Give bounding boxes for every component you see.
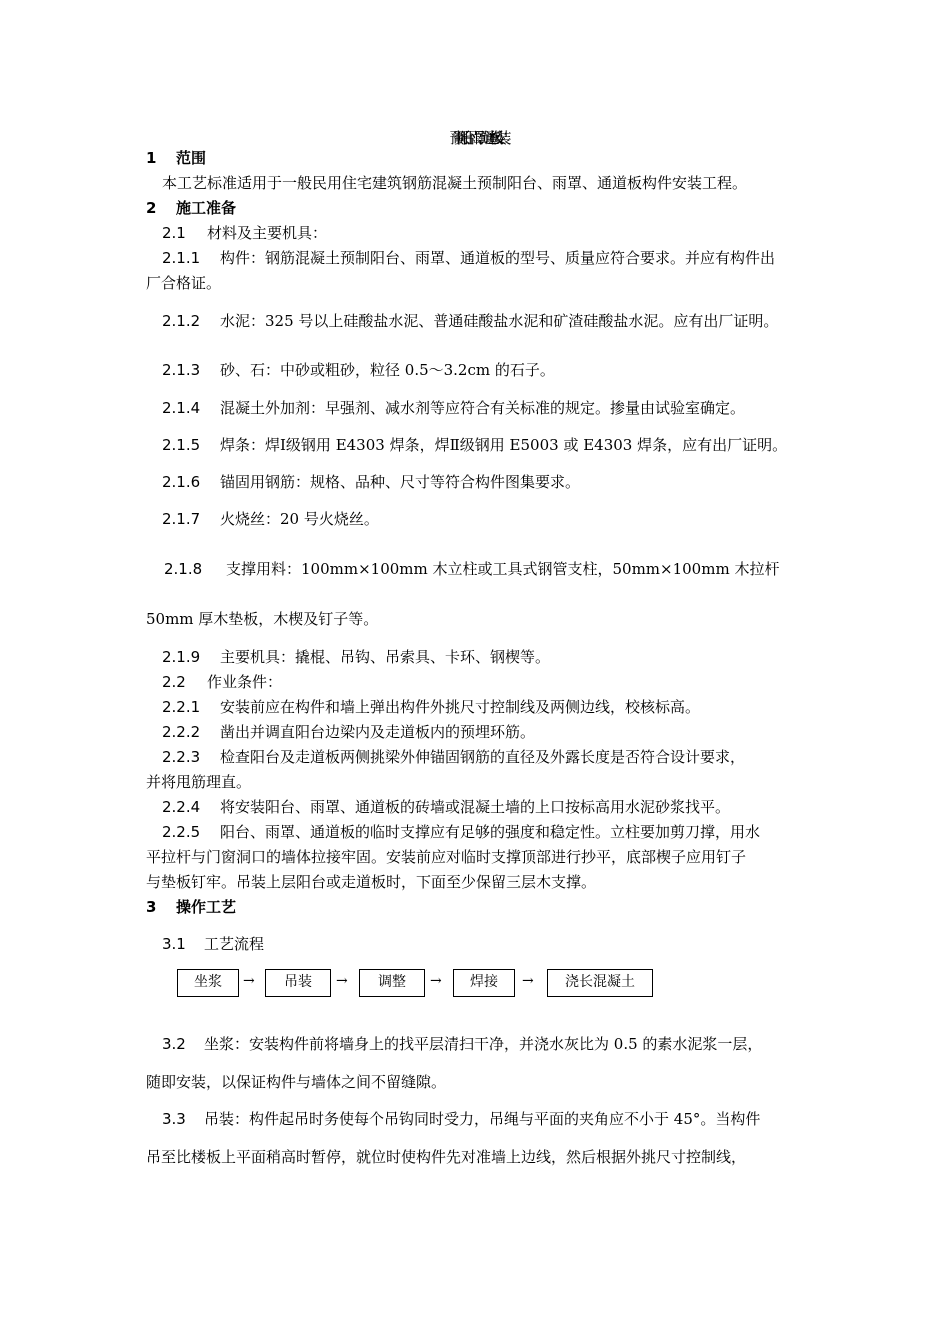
para-2-2-2: 2.2.2 凿出并调直阳台边梁内及走道板内的预埋环筋。 [162,723,536,741]
section-2-heading: 2 施工准备 [146,199,237,217]
para-2-1-8: 2.1.8 支撑用料：100mm×100mm 木立柱或工具式钢管支柱，50mm×100mm 木拉杆 [164,560,780,578]
para-3-3: 3.3 吊装：构件起吊时务使每个吊钩同时受力，吊绳与平面的夹角应不小于 45°。当构件 [162,1110,761,1128]
para-3-2-cont: 随即安装，以保证构件与墙体之间不留缝隙。 [146,1073,447,1091]
para-2-1-6: 2.1.6 锚固用钢筋：规格、品种、尺寸等符合构件图集要求。 [162,473,581,491]
para-2-2: 2.2 作业条件： [162,673,283,691]
flow-step-4: 焊接 [453,969,515,997]
para-2-1-3: 2.1.3 砂、石：中砂或粗砂，粒径 0.5～3.2cm 的石子。 [162,361,555,379]
flow-arrow-2: → [336,973,348,989]
para-3-2: 3.2 坐浆：安装构件前将墙身上的找平层清扫干净，并浇水灰比为 0.5 的素水泥浆一层， [162,1035,763,1053]
para-2-2-5: 2.2.5 阳台、雨罩、通道板的临时支撑应有足够的强度和稳定性。立柱要加剪刀撑，用水 [162,823,761,841]
flow-step-5: 浇长混凝土 [547,969,653,997]
para-2-1-7: 2.1.7 火烧丝：20 号火烧丝。 [162,510,379,528]
para-3-3-cont: 吊至比楼板上平面稍高时暂停，就位时使构件先对准墙上边线，然后根据外挑尺寸控制线， [146,1148,747,1166]
para-3-1: 3.1 工艺流程 [162,935,265,953]
para-2-2-4: 2.2.4 将安装阳台、雨罩、通道板的砖墙或混凝土墙的上口按标高用水泥砂浆找平。 [162,798,731,816]
para-2-1-1-cont: 厂合格证。 [146,274,222,292]
para-2-2-3: 2.2.3 检查阳台及走道板两侧挑梁外伸锚固钢筋的直径及外露长度是否符合设计要求， [162,748,746,766]
flow-arrow-1: → [243,973,255,989]
document-title: 预制阳台、雨罩、通道板安装 [449,129,501,147]
para-2-1-4: 2.1.4 混凝土外加剂：早强剂、减水剂等应符合有关标准的规定。掺量由试验室确定。 [162,399,746,417]
section-3-heading: 3 操作工艺 [146,898,237,916]
para-2-2-5-cont2: 与垫板钉牢。吊装上层阳台或走道板时，下面至少保留三层木支撑。 [146,873,597,891]
section-1-body: 本工艺标准适用于一般民用住宅建筑钢筋混凝土预制阳台、雨罩、通道板构件安装工程。 [162,174,748,192]
flow-step-2: 吊装 [265,969,331,997]
para-2-1: 2.1 材料及主要机具： [162,224,328,242]
flow-step-3: 调整 [359,969,425,997]
para-2-2-5-cont1: 平拉杆与门窗洞口的墙体拉接牢固。安装前应对临时支撑顶部进行抄平，底部楔子应用钉子 [146,848,747,866]
flow-arrow-3: → [430,973,442,989]
para-2-1-9: 2.1.9 主要机具：撬棍、吊钩、吊索具、卡环、钢楔等。 [162,648,551,666]
para-2-1-8-cont: 50mm 厚木垫板，木楔及钉子等。 [146,610,379,628]
para-2-1-5: 2.1.5 焊条：焊Ⅰ级钢用 E4303 焊条，焊Ⅱ级钢用 E5003 或 E4303 焊条，应有出厂证明。 [162,436,788,454]
para-2-1-2: 2.1.2 水泥：325 号以上硅酸盐水泥、普通硅酸盐水泥和矿渣硅酸盐水泥。应有出厂证明。 [162,312,779,330]
section-1-heading: 1 范围 [146,149,207,167]
flow-arrow-4: → [522,973,534,989]
flow-step-1: 坐浆 [177,969,239,997]
para-2-2-3-cont: 并将甩筋理直。 [146,773,252,791]
para-2-1-1: 2.1.1 构件：钢筋混凝土预制阳台、雨罩、通道板的型号、质量应符合要求。并应有构件出 [162,249,776,267]
para-2-2-1: 2.2.1 安装前应在构件和墙上弹出构件外挑尺寸控制线及两侧边线，校核标高。 [162,698,701,716]
